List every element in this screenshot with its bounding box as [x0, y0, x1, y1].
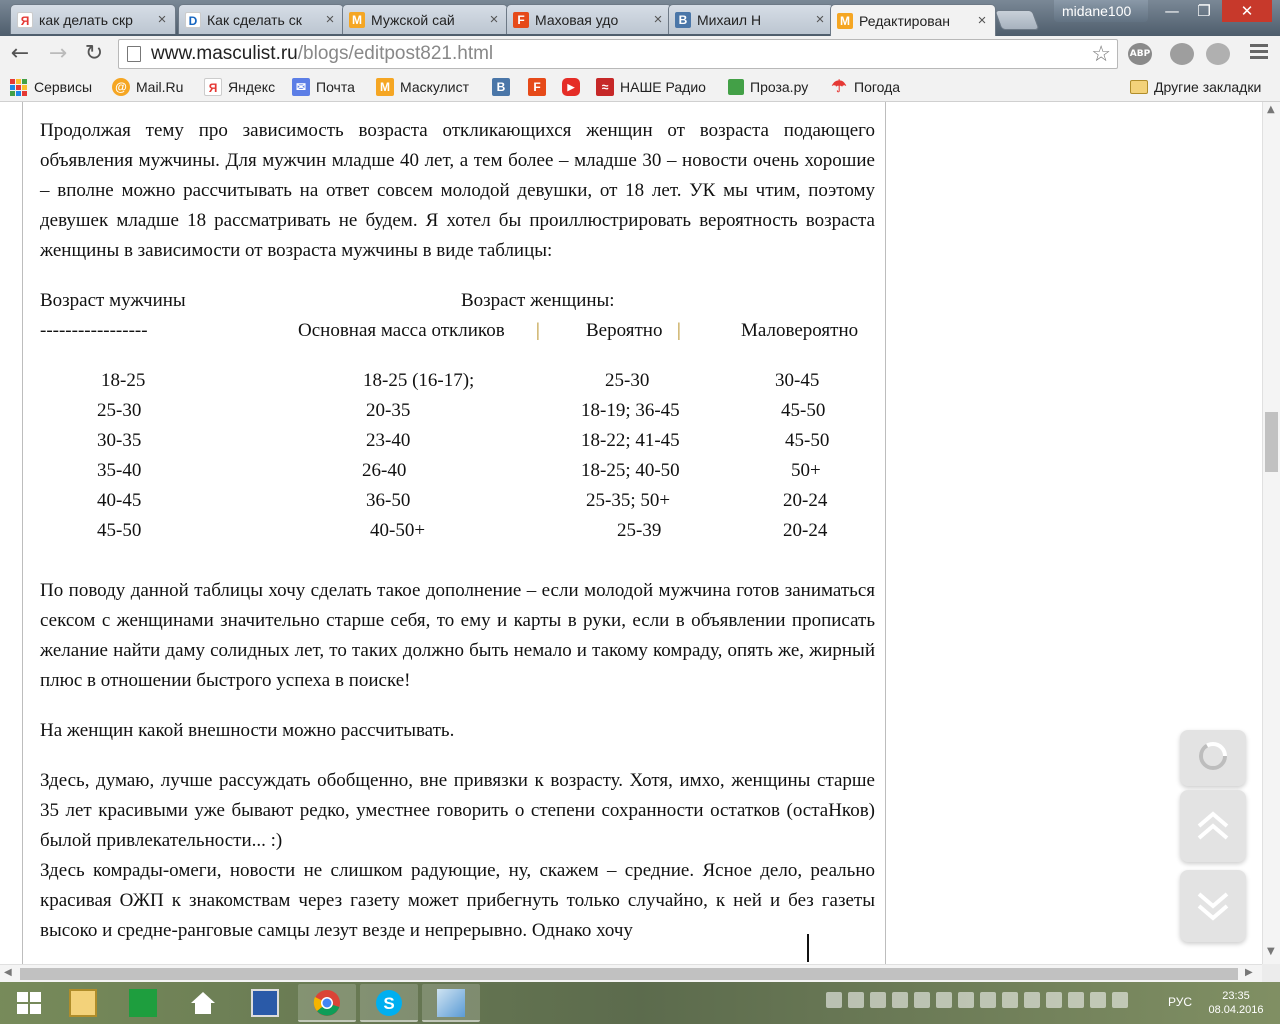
- mail-icon: ✉: [292, 78, 310, 96]
- clock[interactable]: [1204, 989, 1268, 1017]
- taskbar-editor[interactable]: [422, 984, 480, 1022]
- windows-logo-icon: [15, 989, 43, 1017]
- other-bookmarks-label: Другие закладки: [1154, 79, 1262, 95]
- tab-1[interactable]: [10, 4, 176, 34]
- bookmark-label: Яндекс: [228, 79, 276, 95]
- cell-men: 30-35: [97, 430, 142, 451]
- bookmark-f[interactable]: [528, 77, 552, 97]
- bookmark-weather[interactable]: [830, 77, 900, 97]
- bookmark-vk[interactable]: [492, 77, 516, 97]
- cell-likely: 18-25; 40-50: [581, 460, 680, 481]
- vertical-scrollbar[interactable]: [1262, 102, 1280, 964]
- yandex-icon: Я: [204, 78, 222, 96]
- home-icon: [189, 989, 217, 1017]
- tray-icon[interactable]: [1112, 992, 1128, 1008]
- vertical-scroll-thumb[interactable]: [1265, 412, 1278, 472]
- cell-men: 45-50: [97, 520, 142, 541]
- cell-unlikely: 45-50: [781, 400, 826, 421]
- paragraph-appearance: Здесь, думаю, лучше рассуждать обобщенно, вне привязки к возрасту. Хотя, имхо, женщины старше 35 лет красивыми уже бывают редко, уместнее говорить о степени сохранности остатков (остаНков) былой привлекательности... :): [40, 770, 875, 851]
- tab-close-icon[interactable]: ×: [815, 11, 825, 28]
- taskbar-store[interactable]: [114, 984, 172, 1022]
- bookmark-label: Проза.ру: [750, 79, 809, 95]
- tray-icon[interactable]: [936, 992, 952, 1008]
- menu-icon[interactable]: [1250, 44, 1268, 62]
- cell-unlikely: 30-45: [775, 370, 820, 391]
- post-editor[interactable]: [22, 102, 886, 964]
- maximize-icon[interactable]: ❐: [1197, 2, 1211, 20]
- profile-button[interactable]: midane100: [1054, 0, 1148, 22]
- cell-unlikely: 20-24: [783, 520, 828, 541]
- circle-refresh-icon: [1193, 742, 1233, 770]
- double-chevron-up-icon: [1193, 806, 1233, 846]
- tab-close-icon[interactable]: ×: [653, 11, 663, 28]
- taskbar-lenovo[interactable]: [236, 984, 294, 1022]
- tray-icon[interactable]: [1068, 992, 1084, 1008]
- bookmark-proza[interactable]: [728, 77, 808, 97]
- bookmark-youtube[interactable]: [562, 77, 586, 97]
- tab-title: Мужской сай: [371, 11, 455, 28]
- scroll-left-arrow-icon[interactable]: ◀: [4, 967, 12, 978]
- col-main: Основная масса откликов: [298, 320, 505, 341]
- cell-main: 40-50+: [370, 520, 426, 541]
- umbrella-icon: ☂: [831, 77, 847, 96]
- paragraph-addition: По поводу данной таблицы хочу сделать такое дополнение – если молодой мужчина готов заниматься сексом с женщинами значительно старше себя, то ему и карты в руки, если в объявлении прописать желание найти даму солидных лет, то таких должно быть немало и такому комраду, опять же, жирный плюс в отношении быстрого успеха в поиске!: [40, 580, 875, 691]
- notepad-icon: [437, 989, 465, 1017]
- tray-icon[interactable]: [1002, 992, 1018, 1008]
- page-icon: [127, 46, 141, 62]
- tab-title: Как сделать ск: [207, 11, 302, 28]
- tray-icon[interactable]: [1090, 992, 1106, 1008]
- scroll-corner: [1262, 964, 1280, 982]
- tab-3[interactable]: [342, 4, 508, 34]
- folder-icon: [1130, 80, 1148, 94]
- bookmarks-bar: [0, 72, 1280, 102]
- bookmark-mail[interactable]: [292, 77, 355, 97]
- tab-2[interactable]: [178, 4, 344, 34]
- tray-icon[interactable]: [892, 992, 908, 1008]
- taskbar-home[interactable]: [174, 984, 232, 1022]
- bookmark-label: Сервисы: [34, 79, 93, 95]
- cell-men: 18-25: [101, 370, 146, 391]
- paragraph-intro: Продолжая тему про зависимость возраста откликающихся женщин от возраста подающего объявления мужчины. Для мужчин младше 40 лет, а тем более – младше 30 – новости очень хорошие – вполне можно рассчитывать на ответ совсем молодой девушки, от 18 лет. УК мы чтим, поэтому девушек младше 18 рассматривать не будем. Я хотел бы проиллюстрировать вероятность возраста женщины в зависимости от возраста мужчины в виде таблицы:: [40, 120, 875, 261]
- bookmark-label: Маскулист: [400, 79, 469, 95]
- bookmark-yandex[interactable]: [204, 77, 275, 97]
- tab-title: Маховая удо: [535, 11, 619, 28]
- tab-close-icon[interactable]: ×: [325, 11, 335, 28]
- cell-likely: 25-35; 50+: [586, 490, 671, 511]
- tray-icon[interactable]: [1046, 992, 1062, 1008]
- bookmark-masculist[interactable]: [376, 77, 469, 97]
- bookmark-label: Почта: [316, 79, 355, 95]
- col-unlikely: Маловероятно: [741, 320, 859, 341]
- text-cursor: [807, 934, 809, 962]
- bookmark-star-icon[interactable]: ☆: [1091, 41, 1111, 66]
- cell-likely: 25-39: [617, 520, 662, 541]
- clock-date: 08.04.2016: [1208, 1004, 1264, 1016]
- masculist-icon: M: [376, 78, 394, 96]
- bookmark-label: НАШЕ Радио: [620, 79, 706, 95]
- masculist-icon: M: [837, 13, 853, 29]
- windows-taskbar: [0, 982, 1280, 1024]
- cell-men: 35-40: [97, 460, 142, 481]
- cell-men: 25-30: [97, 400, 142, 421]
- cell-unlikely: 20-24: [783, 490, 828, 511]
- chrome-icon: [313, 989, 341, 1017]
- cell-unlikely: 45-50: [785, 430, 830, 451]
- paragraph-omega: Здесь комрады-омеги, новости не слишком радующие, ну, скажем – средние. Ясное дело, реально красивая ОЖП к знакомствам через газету может прибегнуть только случайно, к ней и без газеты высоко и средне-ранговые самцы лезут везде и непрерывно. Однако хочу: [40, 860, 875, 941]
- tab-title: Редактирован: [859, 12, 951, 29]
- tab-5[interactable]: [668, 4, 834, 34]
- page-viewport: [0, 102, 1262, 964]
- age-table: [40, 286, 875, 556]
- folder-icon: [69, 989, 97, 1017]
- back-icon[interactable]: ←: [10, 41, 30, 66]
- tab-strip: [0, 0, 1280, 36]
- col-likely: Вероятно: [586, 320, 663, 341]
- cell-likely: 25-30: [605, 370, 650, 391]
- horizontal-scroll-thumb[interactable]: [20, 968, 1238, 980]
- paragraph-heading-appearance: На женщин какой внешности можно рассчитывать.: [40, 720, 455, 741]
- recycle-icon[interactable]: [1206, 43, 1230, 65]
- adblock-plus-icon[interactable]: ABP: [1128, 43, 1152, 65]
- scroll-down-arrow-icon[interactable]: ▼: [1267, 946, 1275, 957]
- dashes: -----------------: [40, 320, 148, 341]
- tab-close-icon[interactable]: ×: [157, 11, 167, 28]
- taskbar-explorer[interactable]: [54, 984, 112, 1022]
- scroll-right-arrow-icon[interactable]: ▶: [1245, 967, 1253, 978]
- tray-icon[interactable]: [1024, 992, 1040, 1008]
- tab-close-icon[interactable]: ×: [977, 12, 987, 29]
- cell-men: 40-45: [97, 490, 142, 511]
- cell-unlikely: 50+: [791, 460, 821, 481]
- url-host: www.masculist.ru: [151, 43, 298, 64]
- cell-main: 26-40: [362, 460, 407, 481]
- cell-main: 23-40: [366, 430, 411, 451]
- lenovo-icon: [251, 989, 279, 1017]
- pipe-separator: |: [677, 320, 681, 341]
- tray-icon[interactable]: [826, 992, 842, 1008]
- d-icon: D: [185, 12, 201, 28]
- url-path: /blogs/editpost821.html: [297, 43, 494, 64]
- cell-main: 18-25 (16-17);: [363, 370, 475, 391]
- tab-close-icon[interactable]: ×: [489, 11, 499, 28]
- system-tray: [826, 992, 1128, 1014]
- new-tab-button[interactable]: [994, 10, 1039, 30]
- masculist-icon: M: [349, 12, 365, 28]
- forward-icon[interactable]: →: [48, 41, 68, 66]
- close-window-icon[interactable]: ✕: [1222, 0, 1272, 22]
- tray-icon[interactable]: [958, 992, 974, 1008]
- proza-icon: [728, 79, 744, 95]
- scroll-up-button[interactable]: [1180, 790, 1246, 862]
- skype-icon: [375, 989, 403, 1017]
- vpn-off-icon[interactable]: [1170, 43, 1194, 65]
- refresh-float-button[interactable]: [1180, 730, 1246, 786]
- f-icon: F: [528, 78, 546, 96]
- article-body[interactable]: [40, 116, 875, 946]
- cell-main: 20-35: [366, 400, 411, 421]
- mailru-icon: @: [112, 78, 130, 96]
- header-men-age: Возраст мужчины: [40, 290, 186, 311]
- tray-icon[interactable]: [848, 992, 864, 1008]
- tray-icon[interactable]: [980, 992, 996, 1008]
- apps-icon: [10, 79, 27, 96]
- horizontal-scrollbar[interactable]: [0, 964, 1262, 982]
- bookmark-nashe-radio[interactable]: [596, 77, 706, 97]
- tab-6[interactable]: [830, 4, 996, 36]
- double-chevron-down-icon: [1193, 886, 1233, 926]
- youtube-icon: ▶: [562, 78, 580, 96]
- vk-icon: B: [675, 12, 691, 28]
- bookmark-mailru[interactable]: [112, 77, 183, 97]
- cell-likely: 18-19; 36-45: [581, 400, 680, 421]
- pipe-separator: |: [536, 320, 540, 341]
- reload-icon[interactable]: ↻: [84, 41, 104, 66]
- nashe-radio-icon: ≈: [596, 78, 614, 96]
- store-icon: [129, 989, 157, 1017]
- taskbar-chrome[interactable]: [298, 984, 356, 1022]
- yandex-icon: Я: [17, 12, 33, 28]
- tab-title: как делать скр: [39, 11, 133, 28]
- f-icon: F: [513, 12, 529, 28]
- tab-4[interactable]: [506, 4, 672, 34]
- cell-likely: 18-22; 41-45: [581, 430, 680, 451]
- minimize-icon[interactable]: —: [1164, 2, 1180, 20]
- svg-text:S: S: [383, 994, 395, 1013]
- cell-main: 36-50: [366, 490, 411, 511]
- header-women-age: Возраст женщины:: [461, 290, 615, 311]
- browser-toolbar: [0, 36, 1280, 72]
- clock-time: 23:35: [1222, 990, 1250, 1002]
- scroll-down-button[interactable]: [1180, 870, 1246, 942]
- taskbar-skype[interactable]: [360, 984, 418, 1022]
- vk-icon: B: [492, 78, 510, 96]
- address-bar[interactable]: [118, 39, 1118, 69]
- start-button[interactable]: [0, 984, 58, 1022]
- bookmark-label: Погода: [854, 79, 901, 95]
- scroll-up-arrow-icon[interactable]: ▲: [1267, 104, 1275, 115]
- language-indicator[interactable]: РУС: [1168, 995, 1193, 1009]
- other-bookmarks[interactable]: [1130, 77, 1261, 97]
- bookmark-label: Mail.Ru: [136, 79, 184, 95]
- tray-icon[interactable]: [914, 992, 930, 1008]
- tray-icon[interactable]: [870, 992, 886, 1008]
- bookmark-apps[interactable]: [10, 77, 92, 97]
- tab-title: Михаил Н: [697, 11, 762, 28]
